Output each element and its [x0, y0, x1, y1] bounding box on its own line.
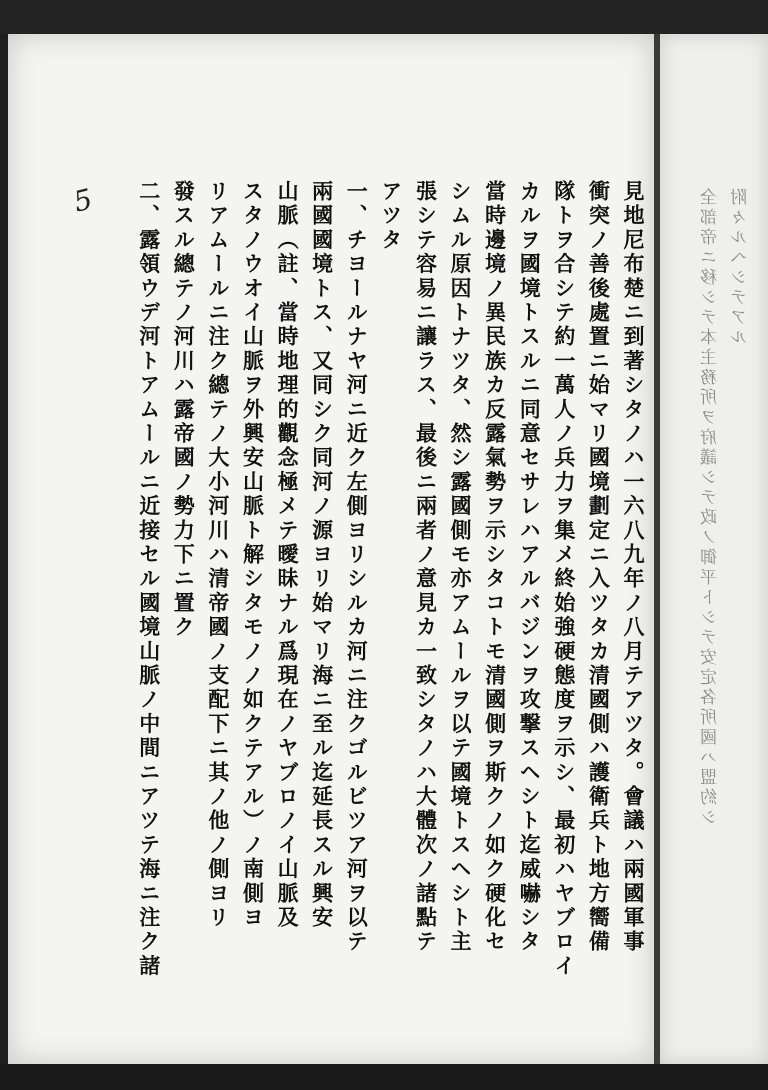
scan-bottom-border: [0, 1064, 768, 1090]
text-column: カルヲ國境トスルニ同意セサレハアルバジンヲ攻撃スヘシト迄威嚇シタ: [517, 180, 543, 955]
text-column: 一、チヨールナヤ河ニ近ク左側ヨリシルカ河ニ注クゴルビツア河ヲ以テ: [344, 180, 370, 955]
text-column: 見地尼布楚ニ到著シタノハ一六八九年ノ八月テアツタ。會議ハ兩國軍事: [621, 180, 646, 955]
text-column: 衝突ノ善後處置ニ始マリ國境劃定ニ入ツタカ清國側ハ護衛兵ト地方嚮備: [586, 180, 612, 955]
scan-top-border: [0, 0, 768, 34]
vertical-text-body: [94, 180, 650, 1010]
text-column: 山脈（註、當時地理的觀念極メテ曖昧ナル爲現在ノヤブロノイ山脈及: [275, 180, 301, 931]
margin-handwritten-number: 5: [70, 182, 96, 219]
text-column: スタノウオイ山脈ヲ外興安山脈ト解シタモノノ如クテアル）ノ南側ヨ: [240, 180, 266, 931]
text-column: 隊トヲ合シテ約一萬人ノ兵力ヲ集メ終始強硬態度ヲ示シ、最初ハヤブロイ: [551, 180, 577, 979]
text-column: 二、露領ウデ河トアムールニ近接セル國境山脈ノ中間ニアツテ海ニ注ク諸: [136, 180, 162, 979]
text-column: 張シテ容易ニ讓ラス、最後ニ兩者ノ意見カ一致シタノハ大體次ノ諸點テ: [413, 180, 439, 955]
facing-page-column: 附々ルヘシテアル: [731, 188, 751, 348]
text-column: アツタ: [378, 180, 404, 253]
text-column: シムル原因トナツタ、然シ露國側モ亦アムールヲ以テ國境トスヘシト主: [448, 180, 474, 955]
facing-page-bleedthrough-text: [690, 188, 754, 1008]
text-column: 兩國國境トス、又同シク同河ノ源ヨリ始マリ海ニ至ル迄延長スル興安: [309, 180, 335, 931]
text-column: リアムールニ注ク總テノ大小河川ハ清帝國ノ支配下ニ其ノ他ノ側ヨリ: [205, 180, 231, 931]
text-column: 發スル總テノ河川ハ露帝國ノ勢力下ニ置ク: [171, 180, 197, 640]
facing-page-column: 全部帝ニ移シテ本主務所ヲ府議シテ政ノ御平トシテ安定各所國ハ盟約シ: [701, 188, 721, 828]
text-column: 當時邊境ノ異民族カ反露氣勢ヲ示シタコトモ清國側ヲ斯クノ如ク硬化セ: [482, 180, 508, 955]
